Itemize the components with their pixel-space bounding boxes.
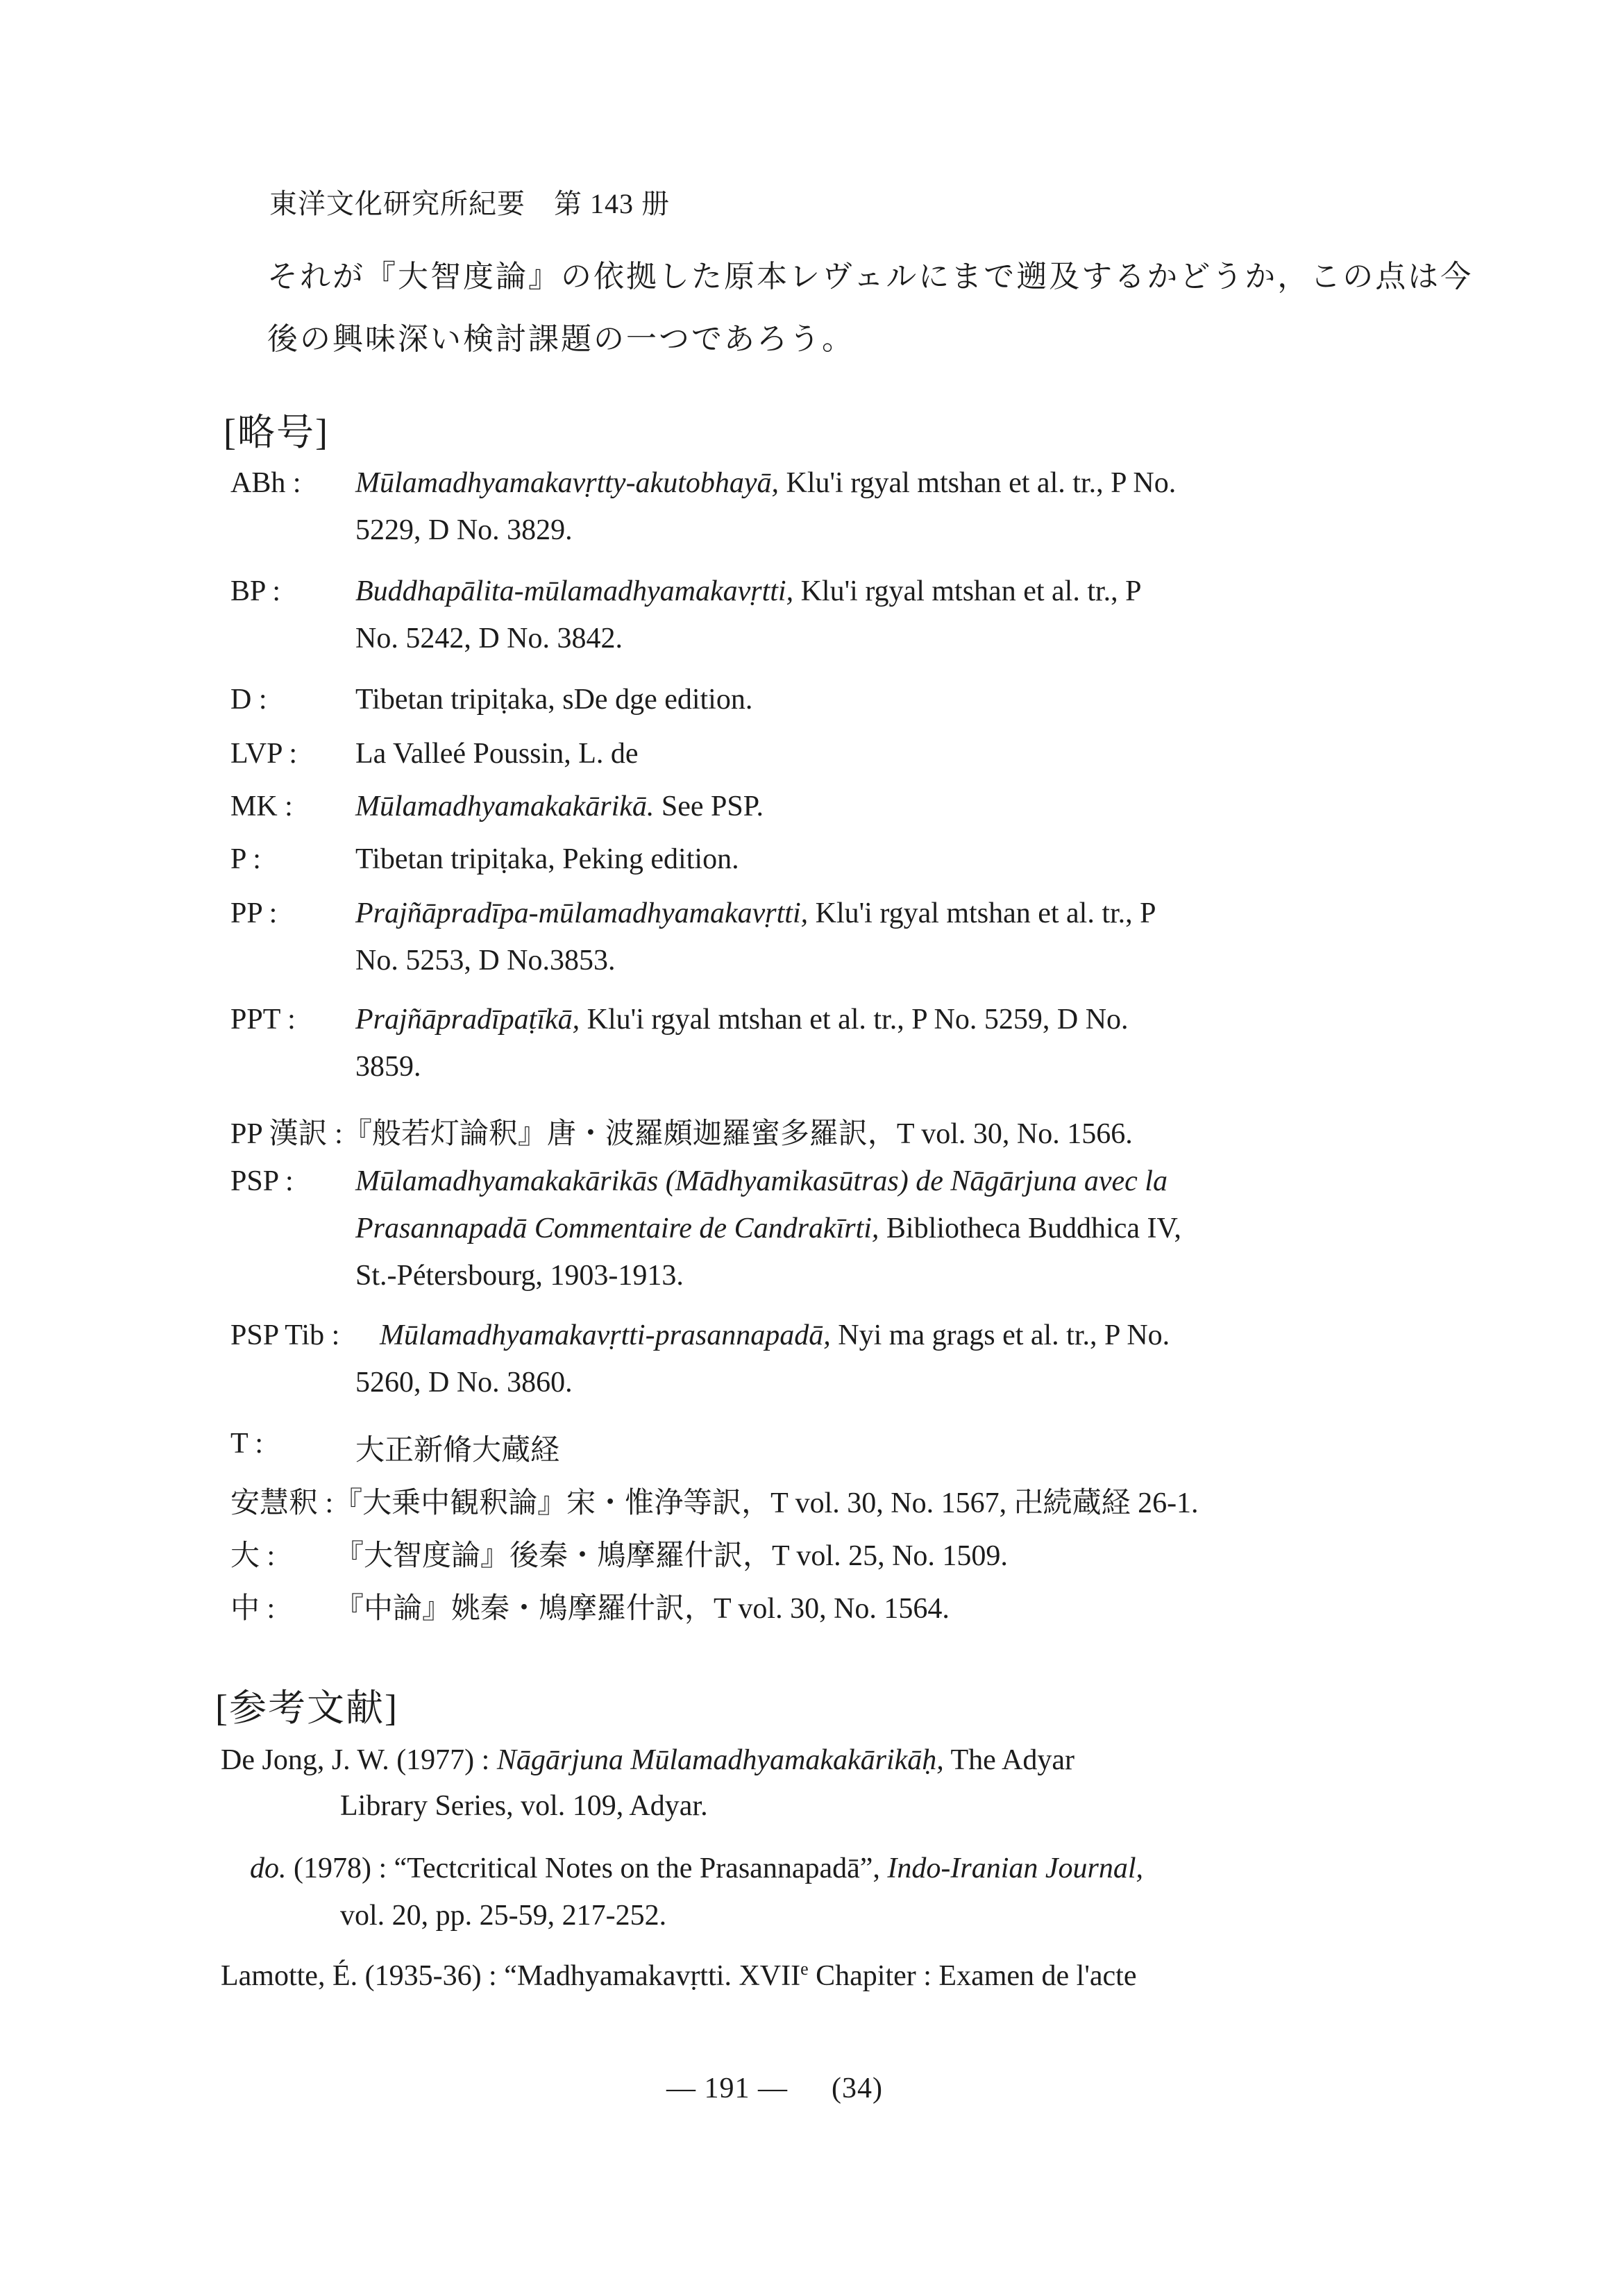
abbr-rest: Nyi ma grags et al. tr., P No. [830, 1319, 1170, 1351]
abbr-key: T : [230, 1428, 264, 1460]
abbr-rest: Klu'i rgyal mtshan et al. tr., P No. [779, 467, 1177, 499]
abbr-text: PP 漢訳 :『般若灯論釈』唐・波羅頗迦羅蜜多羅訳，T vol. 30, No. 1566. [230, 1118, 1133, 1150]
abbr-title: Mūlamadhyamakavṛtti-prasannapadā, [380, 1319, 831, 1351]
abbr-key: D : [230, 684, 267, 716]
abbr-line-2: No. 5253, D No.3853. [355, 945, 616, 977]
intro-line-1: それが『大智度論』の依拠した原本レヴェルにまで遡及するかどうか，この点は今 [267, 260, 1474, 294]
reference-do: do. [250, 1852, 287, 1884]
abbr-title: Mūlamadhyamakakārikās (Mādhyamikasūtras) de Nāgārjuna avec la [355, 1165, 1168, 1197]
abbr-rest: Klu'i rgyal mtshan et al. tr., P [808, 897, 1156, 929]
abbr-line [380, 1319, 1170, 1352]
intro-line-2: 後の興味深い検討課題の一つであろう。 [267, 322, 854, 356]
abbr-line [355, 466, 1176, 500]
abbr-title: Buddhapālita-mūlamadhyamakavṛtti, [355, 575, 794, 607]
abbr-key: P : [230, 843, 261, 875]
abbr-key: PSP : [230, 1165, 294, 1197]
abbr-line-2: No. 5242, D No. 3842. [355, 623, 623, 655]
abbr-title: Prajñāpradīpa-mūlamadhyamakavṛtti, [355, 897, 809, 929]
abbr-body: Tibetan tripiṭaka, Peking edition. [355, 843, 739, 875]
abbr-body: 『大智度論』後秦・鳩摩羅什訳，T vol. 25, No. 1509. [335, 1540, 1008, 1572]
abbr-rest: Bibliotheca Buddhica IV, [879, 1213, 1181, 1244]
abbr-rest: Klu'i rgyal mtshan et al. tr., P No. 5259, D No. [580, 1004, 1129, 1036]
reference-line [221, 1959, 1137, 1993]
page-number-parenthetical: (34) [832, 2073, 883, 2104]
reference-line [221, 1744, 1075, 1777]
abbr-key: ABh : [230, 467, 301, 499]
abbr-line [355, 1003, 1129, 1036]
abbr-key: 大 : [230, 1540, 276, 1572]
abbr-key: 中 : [230, 1593, 276, 1625]
abbr-line-2 [355, 1212, 1181, 1245]
page-number: — 191 — [666, 2073, 788, 2104]
abbr-key: MK : [230, 791, 293, 822]
abbr-line [355, 897, 1156, 930]
page-footer [666, 2072, 883, 2105]
abbr-line [355, 575, 1142, 608]
abbr-text: 安慧釈 :『大乗中観釈論』宋・惟浄等訳，T vol. 30, No. 1567, 卍続蔵経 26-1. [230, 1487, 1199, 1519]
abbr-rest: Klu'i rgyal mtshan et al. tr., P [793, 575, 1142, 607]
abbr-title: Prajñāpradīpaṭīkā, [355, 1004, 580, 1036]
abbr-line [355, 1165, 1168, 1198]
abbr-line-3: St.-Pétersbourg, 1903-1913. [355, 1260, 684, 1292]
abbr-key: PP : [230, 897, 278, 929]
reference-author: De Jong, J. W. (1977) : [221, 1744, 497, 1776]
abbr-rest: See PSP. [654, 791, 764, 822]
abbr-key: BP : [230, 575, 280, 607]
reference-sup: e [800, 1959, 809, 1979]
reference-title: Nāgārjuna Mūlamadhyamakakārikāḥ, [496, 1744, 944, 1776]
reference-mid: (1978) : “Tectcritical Notes on the Prasannapadā”, [286, 1852, 888, 1884]
abbreviations-heading: [略号] [224, 412, 329, 453]
abbr-line-2: 5260, D No. 3860. [355, 1367, 573, 1399]
reference-line-2: Library Series, vol. 109, Adyar. [340, 1790, 708, 1822]
abbr-title-2: Prasannapadā Commentaire de Candrakīrti, [355, 1213, 879, 1244]
reference-text: Lamotte, É. (1935-36) : “Madhyamakavṛtti. XVII [221, 1960, 801, 1992]
reference-rest: The Adyar [943, 1744, 1075, 1776]
abbr-key: PSP Tib : [230, 1319, 340, 1351]
abbr-key: LVP : [230, 738, 298, 770]
abbr-key: PPT : [230, 1004, 296, 1036]
abbr-body: La Valleé Poussin, L. de [355, 738, 639, 770]
reference-line-2: vol. 20, pp. 25-59, 217-252. [340, 1900, 667, 1932]
abbr-body: 大正新脩大蔵経 [355, 1435, 560, 1467]
abbr-title: Mūlamadhyamakavṛtty-akutobhayā, [355, 467, 779, 499]
abbr-line-2: 3859. [355, 1051, 421, 1083]
abbr-line-2: 5229, D No. 3829. [355, 514, 573, 546]
abbr-body: Tibetan tripiṭaka, sDe dge edition. [355, 684, 753, 716]
abbr-body [355, 790, 764, 823]
references-heading: [参考文献] [215, 1687, 398, 1729]
reference-rest: Chapiter : Examen de l'acte [808, 1960, 1137, 1992]
running-header: 東洋文化研究所紀要 第 143 册 [269, 188, 670, 219]
abbr-body: 『中論』姚秦・鳩摩羅什訳，T vol. 30, No. 1564. [335, 1593, 950, 1625]
reference-line [250, 1852, 1143, 1885]
reference-journal: Indo-Iranian Journal, [887, 1852, 1144, 1884]
abbr-title: Mūlamadhyamakakārikā. [355, 791, 655, 822]
